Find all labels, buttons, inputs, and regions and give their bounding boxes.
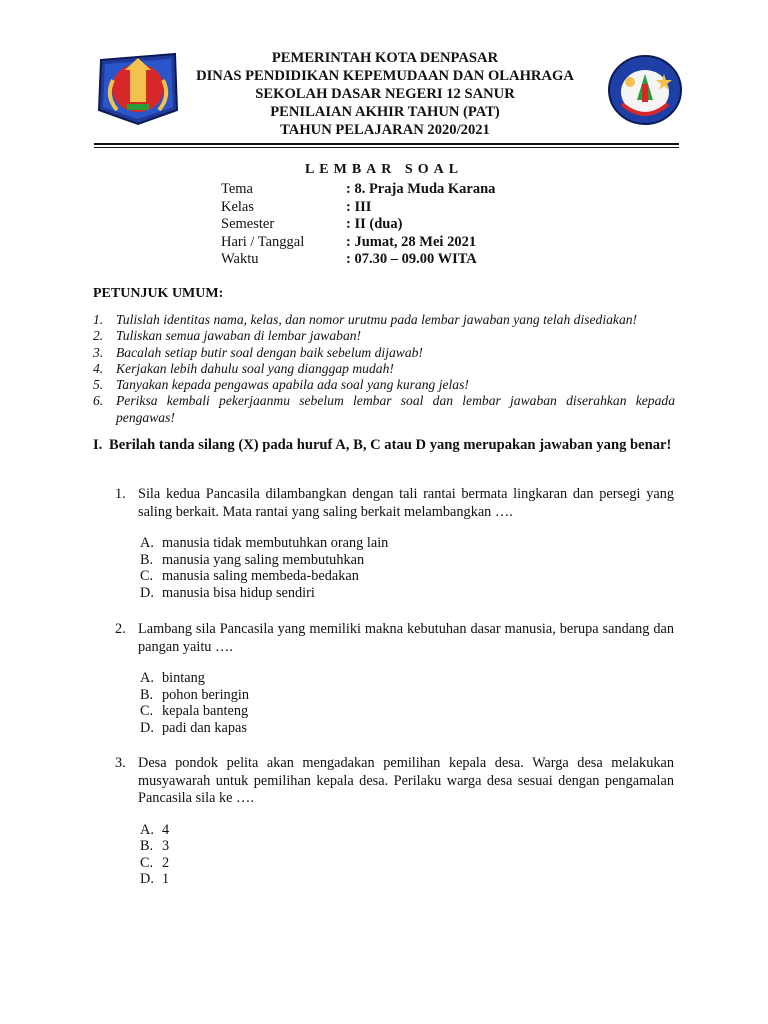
header-line-academic-year: TAHUN PELAJARAN 2020/2021 bbox=[280, 122, 490, 138]
list-item bbox=[93, 361, 675, 377]
info-value: : Jumat, 28 Mei 2021 bbox=[346, 233, 477, 250]
item-number: 6. bbox=[93, 393, 104, 409]
option-text: kepala banteng bbox=[162, 703, 249, 720]
list-item bbox=[93, 345, 675, 361]
question-number: 2. bbox=[115, 621, 126, 637]
option-text: 3 bbox=[162, 838, 170, 855]
sheet-title: LEMBAR SOAL bbox=[304, 162, 464, 177]
option-text: pohon beringin bbox=[162, 686, 249, 703]
question-text: Lambang sila Pancasila yang memiliki makna kebutuhan dasar manusia, berupa sandang dan pangan yaitu …. bbox=[138, 621, 674, 655]
option-text: manusia saling membeda-bedakan bbox=[162, 568, 359, 585]
denpasar-city-emblem-icon bbox=[95, 50, 181, 126]
info-row-time bbox=[221, 251, 495, 269]
info-value: : III bbox=[346, 198, 372, 215]
option-text: bintang bbox=[162, 670, 205, 686]
option-letter: D. bbox=[140, 719, 154, 736]
option-letter: A. bbox=[140, 821, 154, 838]
question-stem bbox=[115, 621, 674, 656]
item-number: 1. bbox=[93, 312, 104, 327]
list-item bbox=[93, 377, 675, 393]
header-line-school: SEKOLAH DASAR NEGERI 12 SANUR bbox=[255, 86, 515, 102]
info-value: : II (dua) bbox=[346, 216, 403, 233]
section-number: I. bbox=[93, 437, 103, 453]
section-instruction: Berilah tanda silang (X) pada huruf A, B, C atau D yang merupakan jawaban yang benar! bbox=[109, 437, 672, 453]
option-list bbox=[115, 670, 674, 736]
info-row-class bbox=[221, 199, 495, 217]
general-instructions-heading: PETUNJUK UMUM: bbox=[93, 286, 224, 301]
question-stem bbox=[115, 486, 674, 521]
header-line-assessment: PENILAIAN AKHIR TAHUN (PAT) bbox=[270, 104, 500, 120]
item-text: Kerjakan lebih dahulu soal yang dianggap mudah! bbox=[116, 360, 394, 376]
exam-info-table bbox=[221, 181, 495, 269]
info-label: Semester bbox=[221, 216, 275, 233]
option-letter: D. bbox=[140, 871, 154, 888]
item-text: Periksa kembali pekerjaanmu sebelum lembar soal dan lembar jawaban diserahkan kepada pengawas! bbox=[116, 393, 675, 425]
option-d bbox=[140, 585, 674, 602]
option-letter: A. bbox=[140, 670, 154, 686]
option-b bbox=[140, 687, 674, 704]
option-list bbox=[115, 822, 674, 888]
option-text: 1 bbox=[162, 871, 170, 888]
section-heading bbox=[93, 436, 673, 454]
option-a bbox=[140, 535, 674, 552]
item-text: Bacalah setiap butir soal dengan baik sebelum dijawab! bbox=[116, 344, 423, 360]
option-text: 4 bbox=[162, 821, 170, 838]
header-line-government: PEMERINTAH KOTA DENPASAR bbox=[271, 50, 499, 66]
question-text: Sila kedua Pancasila dilambangkan dengan tali rantai bermata lingkaran dan persegi yang saling berkait. Mata rantai yang saling berkait melambangkan …. bbox=[138, 486, 674, 520]
option-b bbox=[140, 552, 674, 569]
header-divider-thin bbox=[94, 147, 679, 148]
option-letter: B. bbox=[140, 551, 154, 568]
header-line-department: DINAS PENDIDIKAN KEPEMUDAAN DAN OLAHRAGA bbox=[196, 68, 574, 84]
option-text: manusia bisa hidup sendiri bbox=[162, 584, 315, 601]
option-d bbox=[140, 720, 674, 737]
question-1 bbox=[115, 486, 674, 601]
item-number: 5. bbox=[93, 377, 104, 393]
info-label: Kelas bbox=[221, 198, 255, 215]
info-row-date bbox=[221, 234, 495, 252]
option-letter: C. bbox=[140, 568, 154, 585]
option-letter: B. bbox=[140, 838, 154, 855]
info-label: Waktu bbox=[221, 251, 259, 268]
option-text: padi dan kapas bbox=[162, 719, 247, 736]
item-number: 2. bbox=[93, 328, 104, 344]
info-row-semester bbox=[221, 216, 495, 234]
item-text: Tanyakan kepada pengawas apabila ada soal yang kurang jelas! bbox=[116, 377, 469, 393]
item-text: Tuliskan semua jawaban di lembar jawaban! bbox=[116, 328, 362, 344]
item-text: Tulislah identitas nama, kelas, dan nomor urutmu pada lembar jawaban yang telah disediakan! bbox=[116, 312, 638, 327]
option-c bbox=[140, 703, 674, 720]
option-list bbox=[115, 535, 674, 601]
question-number: 1. bbox=[115, 486, 126, 502]
list-item bbox=[93, 328, 675, 344]
info-label: Hari / Tanggal bbox=[221, 233, 305, 250]
option-d bbox=[140, 871, 674, 888]
option-letter: C. bbox=[140, 854, 154, 871]
item-number: 3. bbox=[93, 344, 104, 360]
question-text: Desa pondok pelita akan mengadakan pemilihan kepala desa. Warga desa melakukan musyawarah untuk pemilihan kepala desa. Perilaku warga desa sesuai dengan pengamalan Pancasila sila ke …. bbox=[138, 755, 674, 806]
option-letter: B. bbox=[140, 686, 154, 703]
school-emblem-icon bbox=[604, 52, 686, 128]
option-c bbox=[140, 568, 674, 585]
list-item bbox=[93, 393, 675, 426]
question-2 bbox=[115, 621, 674, 736]
school-emblem bbox=[604, 52, 686, 128]
option-text: manusia yang saling membutuhkan bbox=[162, 551, 365, 568]
option-text: 2 bbox=[162, 854, 170, 871]
option-letter: D. bbox=[140, 584, 154, 601]
question-stem bbox=[115, 755, 674, 808]
question-3 bbox=[115, 755, 674, 888]
list-item bbox=[93, 312, 675, 328]
info-row-theme bbox=[221, 181, 495, 199]
option-c bbox=[140, 855, 674, 872]
item-number: 4. bbox=[93, 360, 104, 376]
option-letter: A. bbox=[140, 535, 154, 551]
info-value: : 8. Praja Muda Karana bbox=[346, 181, 496, 197]
document-header bbox=[170, 49, 600, 139]
info-label: Tema bbox=[221, 181, 253, 197]
question-number: 3. bbox=[115, 755, 126, 771]
option-a bbox=[140, 822, 674, 839]
option-a bbox=[140, 670, 674, 687]
option-letter: C. bbox=[140, 703, 154, 720]
option-b bbox=[140, 838, 674, 855]
general-instructions-list bbox=[93, 312, 675, 426]
header-divider-thick bbox=[94, 143, 679, 145]
info-value: : 07.30 – 09.00 WITA bbox=[346, 251, 477, 268]
option-text: manusia tidak membutuhkan orang lain bbox=[162, 535, 389, 551]
